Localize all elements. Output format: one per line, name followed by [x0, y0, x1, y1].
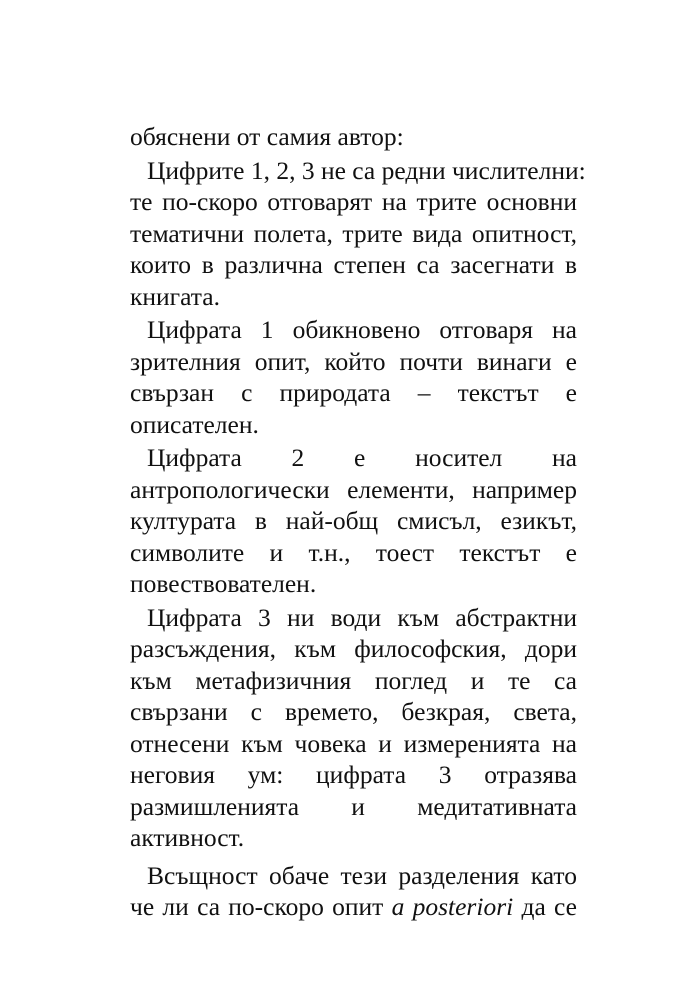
text-line: разсъждения, към философския, дори	[130, 634, 577, 663]
text-line: те по-скоро отговарят на трите основни	[130, 187, 577, 216]
text-line: Цифрата 2 е носител на	[147, 443, 577, 472]
paragraph-1	[130, 155, 586, 313]
paragraph-2	[130, 314, 577, 440]
text-line: свързан с природата – текстът е	[130, 378, 577, 407]
text-line: неговия ум: цифрата 3 отразява	[130, 760, 577, 789]
text-line: антропологически елементи, например	[130, 474, 577, 504]
text-line: Цифрата 3 ни води към абстрактни	[147, 602, 577, 632]
text-line: отнесени към човека и измеренията на	[130, 728, 577, 758]
text-line: символите и т.н., тоест текстът е	[130, 537, 577, 567]
text-run: че ли са по-скоро опит	[130, 892, 392, 921]
italic-term: a posteriori	[391, 892, 514, 921]
paragraph-3	[130, 442, 577, 600]
text-line: Цифрите 1, 2, 3 не са редни числителни:	[147, 155, 586, 185]
text-line: тематични полета, трите вида опитност,	[130, 218, 577, 248]
text-line: Всъщност обаче тези разделения като	[147, 860, 577, 890]
text-line: повествователен.	[130, 569, 317, 598]
text-line: Цифрата 1 обикновено отговаря на	[147, 315, 577, 344]
text-line: свързани с времето, безкрая, света,	[130, 697, 577, 726]
text-line: активност.	[130, 823, 245, 852]
page-text	[130, 121, 586, 923]
text-line: размишленията и медитативната	[130, 791, 577, 821]
text-line: описателен.	[130, 409, 259, 439]
text-line: културата в най-общ смисъл, езикът,	[130, 506, 577, 535]
text-line: към метафизичния поглед и те са	[130, 665, 577, 695]
paragraph-4	[130, 602, 577, 854]
paragraph-5	[130, 860, 577, 923]
text-line: които в различна степен са засегнати в	[130, 250, 577, 279]
text-line: книгата.	[130, 281, 220, 311]
paragraph-0	[130, 121, 577, 153]
text-line: зрителния опит, който почти винаги е	[130, 346, 577, 376]
text-line	[130, 891, 577, 923]
text-run: да се	[513, 892, 577, 921]
text-line: обяснени от самия автор:	[130, 122, 404, 151]
